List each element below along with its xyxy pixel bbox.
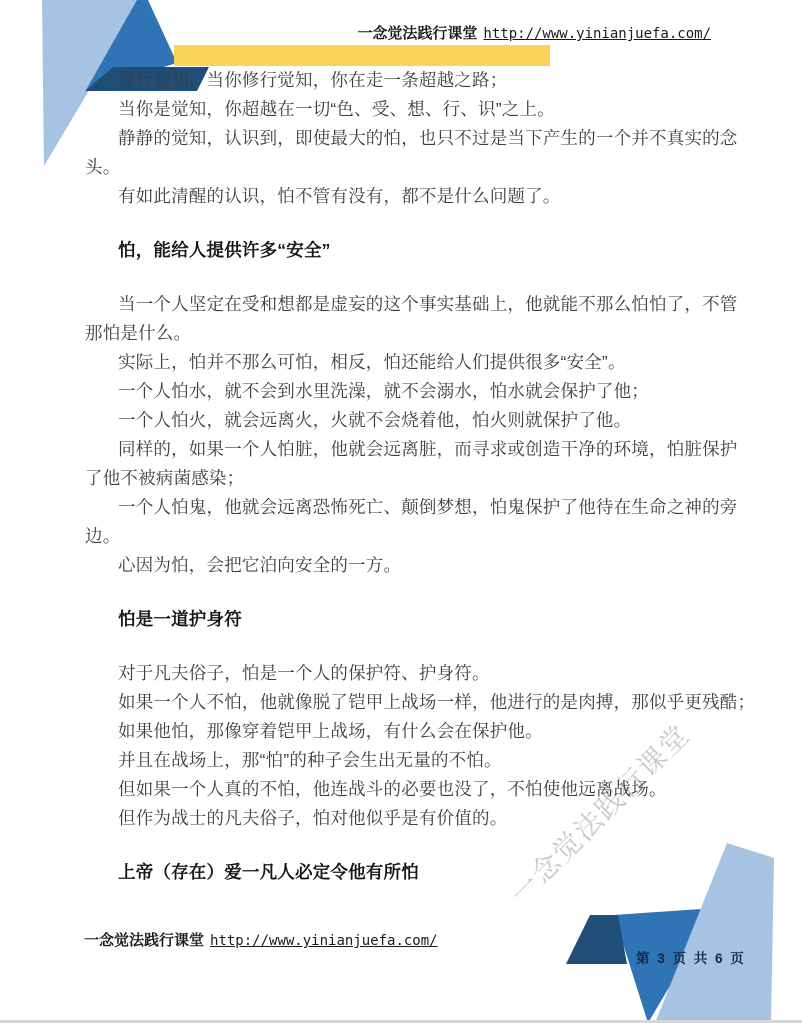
header-site-name: 一念觉法践行课堂 [357, 25, 478, 42]
text-line: 同样的，如果一个人怕脏，他就会远离脏，而寻求或创造干净的环境，怕脏保护 [118, 439, 738, 459]
page-footer [84, 929, 438, 950]
text-line: 但如果一个人真的不怕，他连战斗的必要也没了，不怕使他远离战场。 [118, 779, 667, 799]
section-heading: 怕，能给人提供许多“安全” [118, 240, 331, 260]
text-line: 如果一个人不怕，他就像脱了铠甲上战场一样，他进行的是肉搏，那似乎更残酷； [118, 692, 756, 712]
text-line: 当你是觉知，你超越在一切“色、受、想、行、识”之上。 [118, 99, 555, 119]
document-body [85, 66, 757, 912]
text-line: 了他不被病菌感染； [85, 468, 245, 488]
page-number: 第 3 页 共 6 页 [636, 951, 746, 966]
footer-url-link[interactable]: http://www.yinianjuefa.com/ [210, 933, 438, 949]
text-line: 对于凡夫俗子，怕是一个人的保护符、护身符。 [118, 663, 490, 683]
text-line: 当一个人坚定在受和想都是虚妄的这个事实基础上，他就能不那么怕怕了，不管 [118, 294, 738, 314]
text-line: 一个人怕火，就会远离火，火就不会烧着他，怕火则就保护了他。 [118, 410, 632, 430]
text-line: 头。 [85, 157, 121, 177]
text-line: 有如此清醒的认识，怕不管有没有，都不是什么问题了。 [118, 186, 561, 206]
text-line: 修行觉知，当你修行觉知，你在走一条超越之路； [118, 70, 508, 90]
header-url-link[interactable]: http://www.yinianjuefa.com/ [483, 26, 711, 42]
footer-site-name: 一念觉法践行课堂 [84, 932, 205, 949]
text-line: 实际上，怕并不那么可怕，相反，怕还能给人们提供很多“安全”。 [118, 352, 626, 372]
text-line: 边。 [85, 526, 121, 546]
section-heading: 上帝（存在）爱一凡人必定令他有所怕 [118, 862, 419, 882]
text-line: 如果他怕，那像穿着铠甲上战场，有什么会在保护他。 [118, 721, 543, 741]
text-line: 静静的觉知，认识到，即使最大的怕，也只不过是当下产生的一个并不真实的念 [118, 128, 738, 148]
text-line: 一个人怕鬼，他就会远离恐怖死亡、颠倒梦想，怕鬼保护了他待在生命之神的旁 [118, 497, 738, 517]
section-heading: 怕是一道护身符 [118, 609, 242, 629]
text-line: 一个人怕水，就不会到水里洗澡，就不会溺水，怕水就会保护了他； [118, 381, 649, 401]
bottomright-navy-band [566, 915, 627, 964]
text-line: 那怕是什么。 [85, 323, 192, 343]
text-line: 但作为战士的凡夫俗子，怕对他似乎是有价值的。 [118, 808, 508, 828]
watermark: 一念觉法践行课堂 [504, 718, 696, 911]
text-line: 心因为怕，会把它泊向安全的一方。 [118, 555, 402, 575]
yellow-accent-bar [174, 45, 550, 66]
page-header [0, 22, 711, 43]
text-line: 并且在战场上，那“怕”的种子会生出无量的不怕。 [118, 750, 502, 770]
